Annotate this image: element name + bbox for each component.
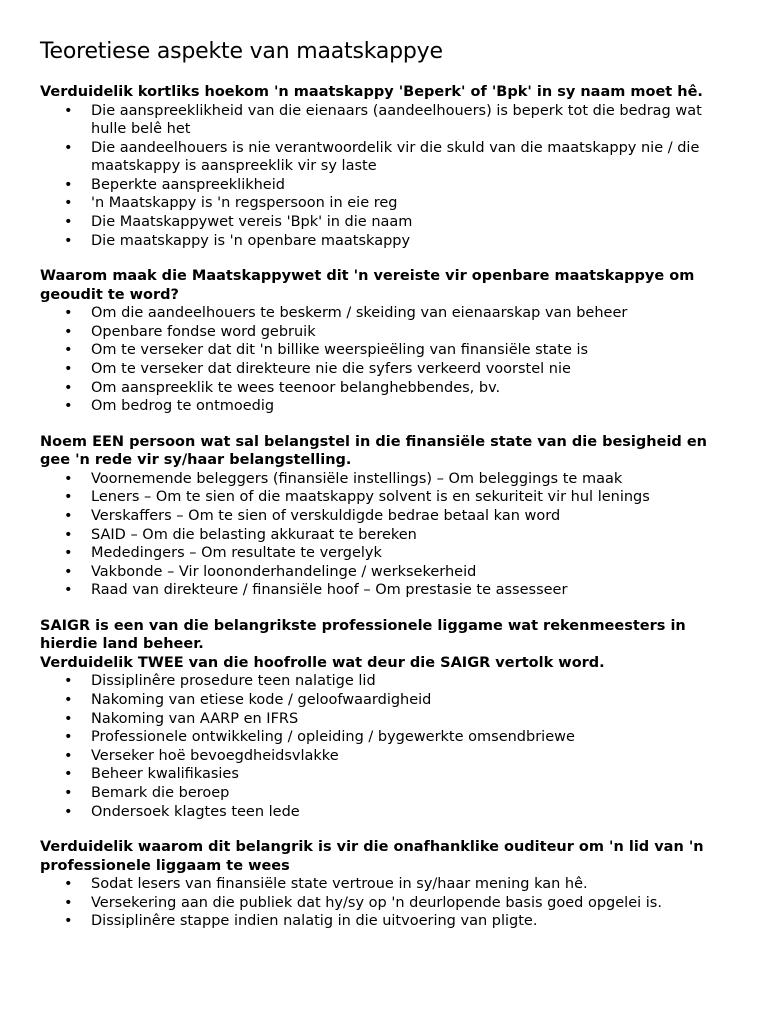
list-item [40,323,728,342]
document-title: Teoretiese aspekte van maatskappye [40,39,443,64]
bullet-icon: • [64,195,73,212]
list-item-text: Om die aandeelhouers te beskerm / skeiding van eienaarskap van beheer [91,305,628,322]
list-item [40,526,728,545]
bullet-icon: • [64,176,73,193]
bullet-icon: • [64,692,73,709]
section-2 [40,267,728,416]
list-item-text: Dissiplinêre stappe indien nalatig in die uitvoering van pligte. [91,913,538,930]
list-item [40,213,728,232]
list-item [40,232,728,251]
list-item-text: Die aanspreeklikheid van die eienaars (aandeelhouers) is beperk tot die bedrag wat hulle belê het [91,102,702,138]
bullet-icon: • [64,214,73,231]
bullet-list [40,102,728,251]
bullet-icon: • [64,876,73,893]
list-item [40,563,728,582]
bullet-list [40,672,728,821]
list-item-text: Verseker hoë bevoegdheidsvlakke [91,747,339,764]
list-item-text: Raad van direkteure / finansiële hoof – Om prestasie te assesseer [91,582,568,599]
list-item [40,304,728,323]
list-item-text: Beperkte aanspreeklikheid [91,176,285,193]
list-item-text: Ondersoek klagtes teen lede [91,803,300,820]
list-item [40,507,728,526]
section-question: Verduidelik waarom dit belangrik is vir die onafhanklike ouditeur om 'n lid van 'n professionele liggaam te wees [40,839,704,874]
bullet-icon: • [64,139,73,156]
bullet-icon: • [64,729,73,746]
bullet-icon: • [64,398,73,415]
list-item-text: Mededingers – Om resultate te vergelyk [91,545,382,562]
list-item [40,784,728,803]
list-item-text: Om te verseker dat direkteure nie die syfers verkeerd voorstel nie [91,361,571,378]
bullet-icon: • [64,232,73,249]
list-item-text: Voornemende beleggers (finansiële instellings) – Om beleggings te maak [91,470,623,487]
list-item [40,672,728,691]
bullet-icon: • [64,526,73,543]
list-item-text: 'n Maatskappy is 'n regspersoon in eie reg [91,195,398,212]
section-3 [40,433,728,600]
bullet-icon: • [64,803,73,820]
list-item-text: Dissiplinêre prosedure teen nalatige lid [91,673,376,690]
bullet-icon: • [64,545,73,562]
list-item-text: Om aanspreeklik te wees teenoor belanghebbendes, bv. [91,379,501,396]
section-5 [40,838,728,931]
list-item-text: Die Maatskappywet vereis 'Bpk' in die naam [91,214,413,231]
list-item-text: Beheer kwalifikasies [91,766,239,783]
list-item-text: Nakoming van etiese kode / geloofwaardigheid [91,692,432,709]
section-question: Verduidelik TWEE van die hoofrolle wat deur die SAIGR vertolk word. [40,654,605,671]
list-item [40,488,728,507]
section-question: Waarom maak die Maatskappywet dit 'n vereiste vir openbare maatskappye om geoudit te word? [40,268,695,303]
list-item [40,194,728,213]
bullet-icon: • [64,342,73,359]
section-question: Noem EEN persoon wat sal belangstel in die finansiële state van die besigheid en gee 'n rede vir sy/haar belangstelling. [40,433,707,469]
list-item [40,710,728,729]
list-item-text: Nakoming van AARP en IFRS [91,710,299,727]
list-item [40,875,728,894]
bullet-icon: • [64,305,73,322]
bullet-icon: • [64,673,73,690]
list-item-text: Bemark die beroep [91,785,230,802]
list-item [40,765,728,784]
list-item-text: Om bedrog te ontmoedig [91,398,275,415]
list-item [40,139,728,176]
bullet-list [40,470,728,600]
list-item [40,581,728,600]
list-item-text: Openbare fondse word gebruik [91,323,316,340]
bullet-icon: • [64,323,73,340]
bullet-icon: • [64,747,73,764]
list-item [40,912,728,931]
list-item [40,803,728,822]
bullet-icon: • [64,470,73,487]
bullet-icon: • [64,102,73,119]
bullet-icon: • [64,894,73,911]
section-question: Verduidelik kortliks hoekom 'n maatskappy 'Beperk' of 'Bpk' in sy naam moet hê. [40,84,703,100]
bullet-icon: • [64,361,73,378]
bullet-icon: • [64,785,73,802]
bullet-icon: • [64,489,73,506]
bullet-icon: • [64,582,73,599]
list-item-text: Sodat lesers van finansiële state vertroue in sy/haar mening kan hê. [91,876,588,893]
bullet-icon: • [64,508,73,524]
sections-container [40,83,728,931]
list-item [40,544,728,563]
list-item [40,470,728,489]
list-item-text: Versekering aan die publiek dat hy/sy op 'n deurlopende basis goed opgelei is. [91,894,662,911]
list-item-text: Leners – Om te sien of die maatskappy solvent is en sekuriteit vir hul lenings [91,489,650,506]
list-item-text: Verskaffers – Om te sien of verskuldigde bedrae betaal kan word [91,508,561,524]
bullet-icon: • [64,766,73,783]
bullet-icon: • [64,563,73,580]
list-item-text: Vakbonde – Vir loononderhandelinge / werksekerheid [91,563,477,580]
list-item [40,397,728,416]
list-item-text: SAID – Om die belasting akkuraat te bereken [91,526,417,543]
bullet-icon: • [64,710,73,727]
list-item [40,894,728,913]
list-item [40,102,728,139]
section-question: SAIGR is een van die belangrikste professionele liggame wat rekenmeesters in hierdie land beheer. [40,617,686,653]
list-item [40,360,728,379]
list-item [40,728,728,747]
list-item [40,379,728,398]
section-4 [40,617,728,821]
list-item-text: Die aandeelhouers is nie verantwoordelik vir die skuld van die maatskappy nie / die maatskappy is aanspreeklik vir sy laste [91,139,700,175]
bullet-list [40,304,728,416]
section-1 [40,83,728,250]
list-item-text: Die maatskappy is 'n openbare maatskappy [91,232,411,249]
list-item-text: Professionele ontwikkeling / opleiding / bygewerkte omsendbriewe [91,729,575,746]
bullet-list [40,875,728,931]
bullet-icon: • [64,913,73,930]
list-item-text: Om te verseker dat dit 'n billike weerspieëling van finansiële state is [91,342,589,359]
list-item [40,747,728,766]
bullet-icon: • [64,379,73,396]
list-item [40,341,728,360]
list-item [40,176,728,195]
list-item [40,691,728,710]
